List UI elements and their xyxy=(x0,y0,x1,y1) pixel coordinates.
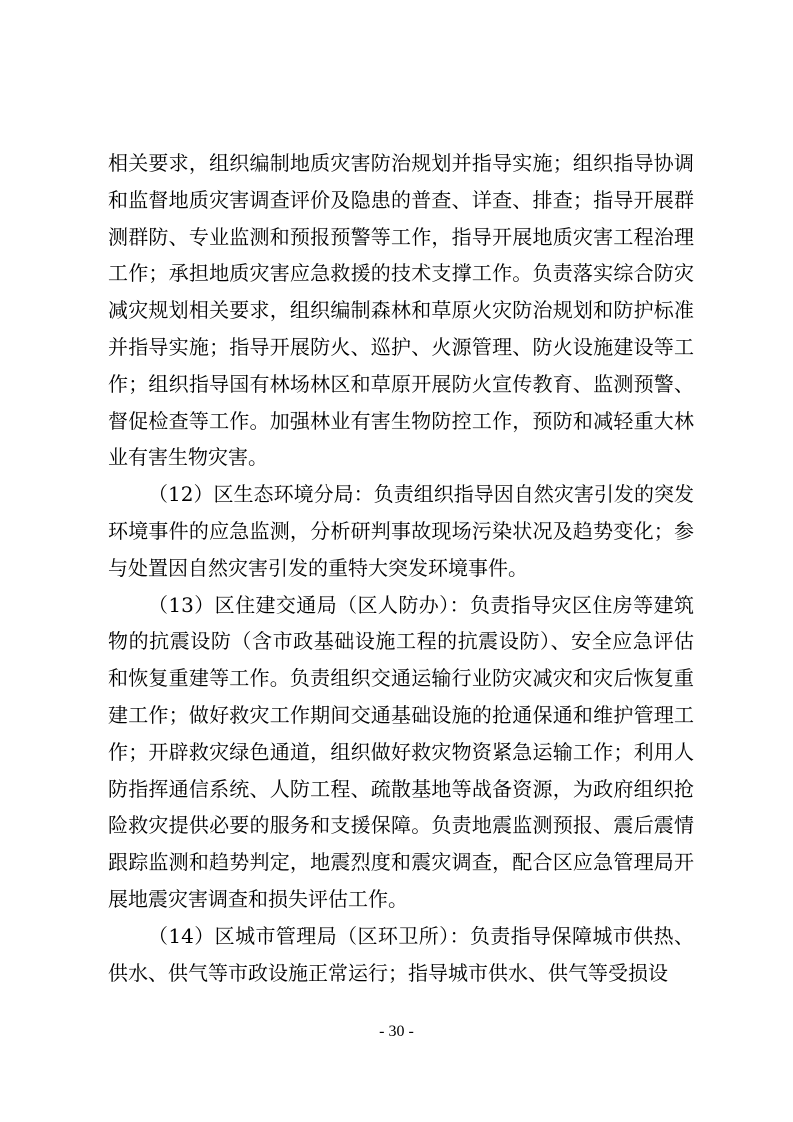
page-number: - 30 - xyxy=(379,1023,414,1040)
paragraph-housing-transport-bureau: （13）区住建交通局（区人防办）：负责指导灾区住房等建筑物的抗震设防（含市政基础设施工程的抗震设防）、安全应急评估和恢复重建等工作。负责组织交通运输行业防灾减灾和灾后恢复重建工作；做好救灾工作期间交通基础设施的抢通保通和维护管理工作；开辟救灾绿色通道，组织做好救灾物资紧急运输工作；利用人防指挥通信系统、人防工程、疏散基地等战备资源，为政府组织抢险救灾提供必要的服务和支援保障。负责地震监测预报、震后震情跟踪监测和趋势判定，地震烈度和震灾调查，配合区应急管理局开展地震灾害调查和损失评估工作。 xyxy=(108,592,694,911)
body-text xyxy=(108,145,694,991)
paragraph-ecology-environment-bureau: （12）区生态环境分局：负责组织指导因自然灾害引发的突发环境事件的应急监测，分析研判事故现场污染状况及趋势变化；参与处置因自然灾害引发的重特大突发环境事件。 xyxy=(108,482,694,580)
paragraph-geology-forestry: 相关要求，组织编制地质灾害防治规划并指导实施；组织指导协调和监督地质灾害调查评价及隐患的普查、详查、排查；指导开展群测群防、专业监测和预报预警等工作，指导开展地质灾害工程治理工作；承担地质灾害应急救援的技术支撑工作。负责落实综合防灾减灾规划相关要求，组织编制森林和草原火灾防治规划和防护标准并指导实施；指导开展防火、巡护、火源管理、防火设施建设等工作；组织指导国有林场林区和草原开展防火宣传教育、监测预警、督促检查等工作。加强林业有害生物防控工作，预防和减轻重大林业有害生物灾害。 xyxy=(108,151,694,470)
paragraph-urban-management-bureau: （14）区城市管理局（区环卫所）：负责指导保障城市供热、供水、供气等市政设施正常运行；指导城市供水、供气等受损设 xyxy=(108,923,694,985)
